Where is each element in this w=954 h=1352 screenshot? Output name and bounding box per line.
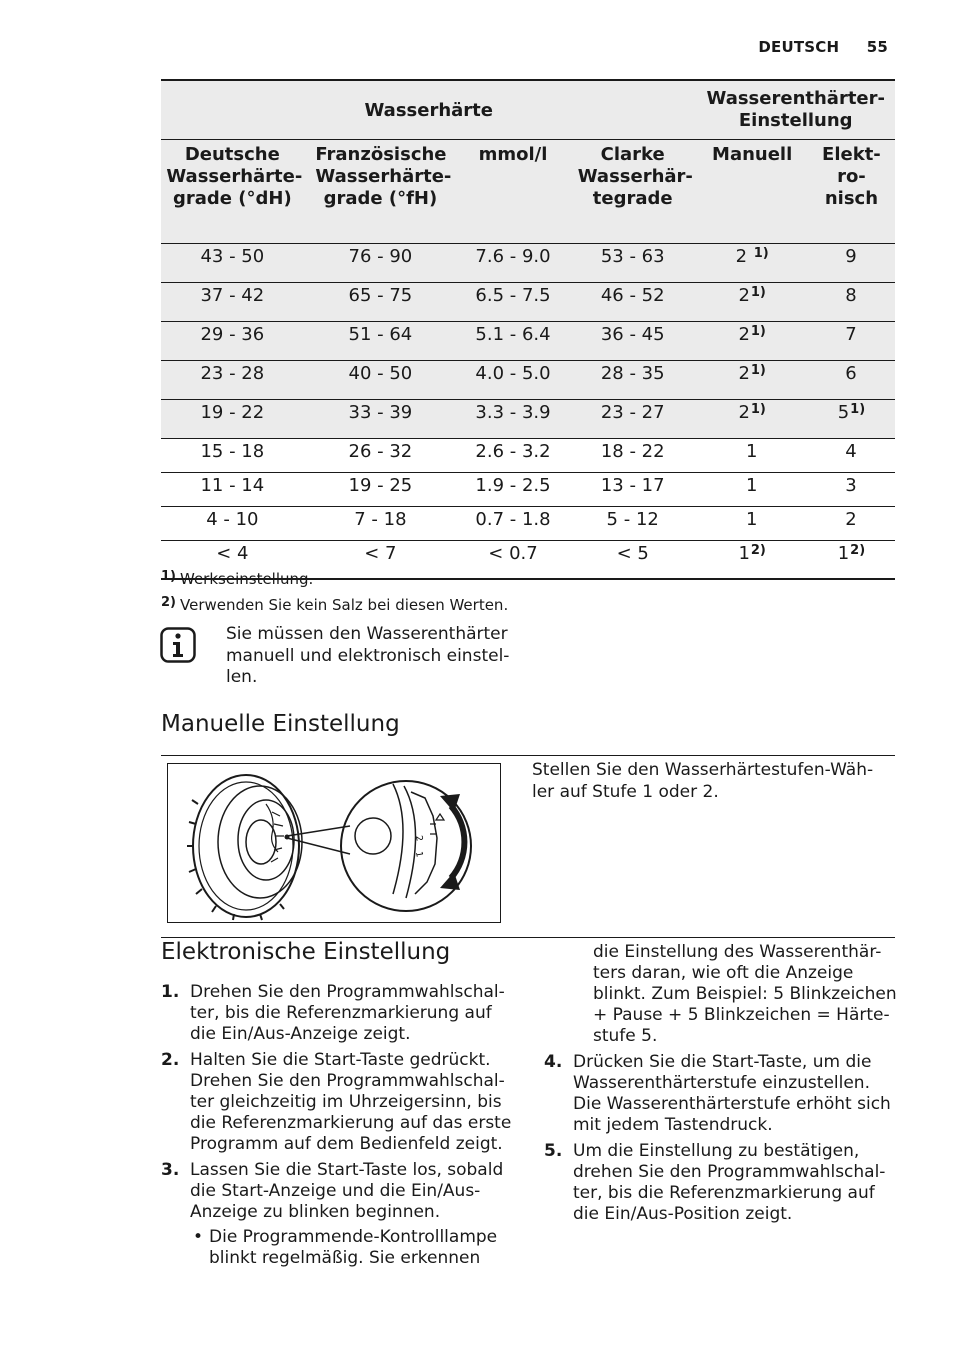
table-row xyxy=(161,439,895,473)
footnote-ref: 1) xyxy=(850,402,866,417)
cell-mmol: 3.3 - 3.9 xyxy=(457,400,569,439)
footnote-ref: 1) xyxy=(750,324,766,339)
table-body xyxy=(161,244,895,580)
footnote-ref: 1) xyxy=(750,285,766,300)
cell-elec: 9 xyxy=(808,244,895,283)
list-item: 3. Lassen Sie die Start-Taste los, sobald die Start-Anzeige und die Ein/Aus-Anzeige zu blinken beginnen. • Die Programmende-Kontrolllampe blinkt regelmäßig. Sie erkennen xyxy=(161,1160,516,1269)
list-item: 5. Um die Einstellung zu bestätigen, drehen Sie den Programmwahlschal-ter, bis die Referenzmarkierung auf die Ein/Aus-Position zeigt. xyxy=(544,1141,886,1224)
cell-clarke: 53 - 63 xyxy=(569,244,697,283)
cell-manual: 2 $^{1)}$ xyxy=(696,244,807,283)
dial-label-2: 2 xyxy=(413,834,424,843)
cell-manual: 1 xyxy=(696,473,807,507)
rotate-arrows-icon xyxy=(440,794,464,890)
cell-mmol: 4.0 - 5.0 xyxy=(457,361,569,400)
cell-fh: < 7 xyxy=(304,541,457,580)
cell-dh: 4 - 10 xyxy=(161,507,304,541)
cell-fh: 7 - 18 xyxy=(304,507,457,541)
info-icon xyxy=(160,627,196,663)
cell-dh: < 4 xyxy=(161,541,304,580)
footnote-ref: 1) xyxy=(753,246,769,261)
bullet-continued-text: die Einstellung des Wasserenthär-ters daran, wie oft die Anzeige blinkt. Zum Beispiel: 5 Blinkzeichen + Pause + 5 Blinkzeichen = Härte-stufe 5. xyxy=(593,942,897,1046)
cell-manual: 2$^{1)}$ xyxy=(696,400,807,439)
softener-dial-figure xyxy=(167,763,501,923)
water-hardness-table xyxy=(161,79,895,580)
cell-manual: 1$^{2)}$ xyxy=(696,541,807,580)
table-row xyxy=(161,400,895,439)
cell-mmol: < 0.7 xyxy=(457,541,569,580)
col-header-clarke: Clarke Wasserhär-tegrade xyxy=(569,140,697,244)
footnote-ref: 2) xyxy=(850,543,866,558)
cell-dh: 29 - 36 xyxy=(161,322,304,361)
electronic-setting-title: Elektronische Einstellung xyxy=(161,939,451,965)
cell-clarke: 46 - 52 xyxy=(569,283,697,322)
footnote-ref: 1) xyxy=(750,363,766,378)
cell-elec: 5$^{1)}$ xyxy=(808,400,895,439)
cell-clarke: 5 - 12 xyxy=(569,507,697,541)
cell-fh: 51 - 64 xyxy=(304,322,457,361)
steps-left xyxy=(161,982,516,1274)
cell-mmol: 1.9 - 2.5 xyxy=(457,473,569,507)
list-item: 4. Drücken Sie die Start-Taste, um die Wasserenthärterstufe einzustellen. Die Wasserenthärterstufe erhöht sich mit jedem Tastendruck. xyxy=(544,1052,891,1135)
table-row xyxy=(161,473,895,507)
manual-setting-title: Manuelle Einstellung xyxy=(161,711,400,737)
col-header-dh: Deutsche Wasserhärte-grade (°dH) xyxy=(161,140,304,244)
cell-manual: 1 xyxy=(696,439,807,473)
cell-elec: 8 xyxy=(808,283,895,322)
list-item: 1. Drehen Sie den Programmwahlschal-ter, bis die Referenzmarkierung auf die Ein/Aus-Anzeige zeigt. xyxy=(161,982,505,1044)
cell-manual: 2$^{1)}$ xyxy=(696,361,807,400)
section-divider xyxy=(161,937,895,938)
manual-setting-text: Stellen Sie den Wasserhärtestufen-Wäh-ler auf Stufe 1 oder 2. xyxy=(532,760,874,802)
cell-elec: 4 xyxy=(808,439,895,473)
footnote-2: 2) Verwenden Sie kein Salz bei diesen Werten. xyxy=(161,595,509,614)
table-row xyxy=(161,283,895,322)
cell-elec: 1$^{2)}$ xyxy=(808,541,895,580)
cell-clarke: 28 - 35 xyxy=(569,361,697,400)
cell-dh: 11 - 14 xyxy=(161,473,304,507)
cell-manual: 2$^{1)}$ xyxy=(696,283,807,322)
col-header-mmol: mmol/l xyxy=(457,140,569,244)
list-item: 2. Halten Sie die Start-Taste gedrückt. Drehen Sie den Programmwahlschal-ter gleichzeitig im Uhrzeigersinn, bis die Referenzmarkierung auf das erste Programm auf dem Bedienfeld zeigt. xyxy=(161,1050,512,1154)
cell-elec: 3 xyxy=(808,473,895,507)
cell-clarke: 18 - 22 xyxy=(569,439,697,473)
cell-mmol: 7.6 - 9.0 xyxy=(457,244,569,283)
cell-clarke: 23 - 27 xyxy=(569,400,697,439)
cell-mmol: 5.1 - 6.4 xyxy=(457,322,569,361)
page-number: 55 xyxy=(866,38,888,56)
language-label: DEUTSCH xyxy=(758,38,840,56)
cell-dh: 15 - 18 xyxy=(161,439,304,473)
cell-clarke: 36 - 45 xyxy=(569,322,697,361)
dial-label-1: 1 xyxy=(413,850,424,859)
col-header-electronic: Elekt-ro-nisch xyxy=(808,140,895,244)
cell-fh: 76 - 90 xyxy=(304,244,457,283)
table-row xyxy=(161,322,895,361)
cell-manual: 2$^{1)}$ xyxy=(696,322,807,361)
cell-fh: 19 - 25 xyxy=(304,473,457,507)
cell-fh: 65 - 75 xyxy=(304,283,457,322)
cell-dh: 19 - 22 xyxy=(161,400,304,439)
footnote-ref: 1) xyxy=(750,402,766,417)
cell-dh: 23 - 28 xyxy=(161,361,304,400)
cell-mmol: 2.6 - 3.2 xyxy=(457,439,569,473)
cell-clarke: < 5 xyxy=(569,541,697,580)
bullet-item: • Die Programmende-Kontrolllampe blinkt regelmäßig. Sie erkennen xyxy=(193,1227,498,1268)
table-row xyxy=(161,507,895,541)
footnote-1: 1) Werkseinstellung. xyxy=(161,569,314,588)
cell-elec: 2 xyxy=(808,507,895,541)
page-header xyxy=(758,38,888,56)
cell-clarke: 13 - 17 xyxy=(569,473,697,507)
header-water-hardness: Wasserhärte xyxy=(161,80,696,140)
steps-right xyxy=(544,1052,894,1230)
col-header-fh: Französische Wasserhärte-grade (°fH) xyxy=(304,140,457,244)
cell-fh: 26 - 32 xyxy=(304,439,457,473)
cell-mmol: 6.5 - 7.5 xyxy=(457,283,569,322)
cell-fh: 33 - 39 xyxy=(304,400,457,439)
cell-dh: 37 - 42 xyxy=(161,283,304,322)
table-row xyxy=(161,244,895,283)
cell-manual: 1 xyxy=(696,507,807,541)
cell-fh: 40 - 50 xyxy=(304,361,457,400)
header-softener-setting: Wasserenthärter-Einstellung xyxy=(696,80,895,140)
info-note-text: Sie müssen den Wasserenthärter manuell und elektronisch einstel-len. xyxy=(226,624,510,687)
col-header-manual: Manuell xyxy=(696,140,807,244)
table-row xyxy=(161,361,895,400)
footnote-ref: 2) xyxy=(750,543,766,558)
section-divider xyxy=(161,755,895,756)
cell-dh: 43 - 50 xyxy=(161,244,304,283)
cell-elec: 6 xyxy=(808,361,895,400)
cell-mmol: 0.7 - 1.8 xyxy=(457,507,569,541)
cell-elec: 7 xyxy=(808,322,895,361)
